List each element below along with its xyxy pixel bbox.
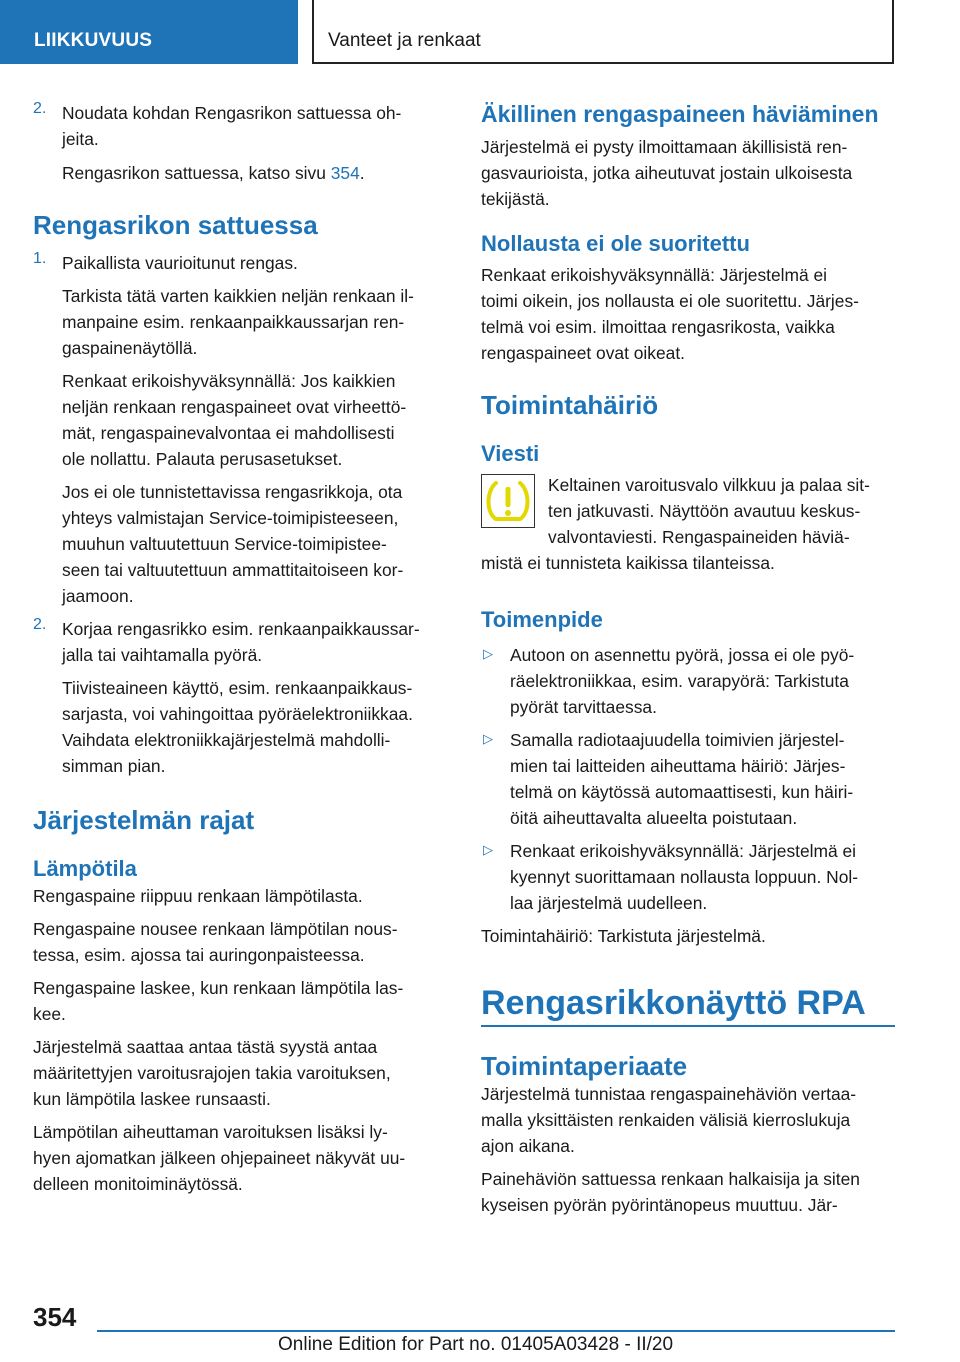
item-number: 2. [33, 616, 47, 633]
heading-toimenpide: Toimenpide [481, 607, 603, 632]
section-title: LIIKKUVUUS [34, 30, 153, 51]
heading-lampotila: Lämpötila [33, 856, 137, 881]
edition-note: Online Edition for Part no. 01405A03428 - II/20 [278, 1334, 674, 1355]
page-link[interactable]: 354 [330, 163, 360, 183]
heading-akillinen: Äkillinen rengaspaineen häviäminen [481, 101, 879, 127]
list-item: ▷ Autoon on asennettu pyörä, jossa ei ole pyö- räelektroniikkaa, esim. varapyörä: Tarkistuta pyörät tarvittaessa. [483, 645, 855, 717]
footer-divider [97, 1330, 895, 1332]
chapter-title: Vanteet ja renkaat [328, 30, 481, 51]
heading-viesti: Viesti [481, 441, 540, 466]
bullet-triangle-icon: ▷ [483, 731, 493, 746]
heading-toimintaperiaate: Toimintaperiaate [481, 1051, 688, 1081]
text-line: Noudata kohdan Rengasrikon sattuessa oh- [62, 103, 402, 123]
page-number: 354 [33, 1302, 77, 1332]
page-header [0, 0, 960, 66]
bullet-triangle-icon: ▷ [483, 842, 493, 857]
heading-toimintahairio: Toimintahäiriö [481, 390, 659, 420]
item-number: 2. [33, 100, 47, 117]
heading-jarjestelman-rajat: Järjestelmän rajat [33, 805, 255, 835]
bullet-triangle-icon: ▷ [483, 646, 493, 661]
list-item: 1. Paikallista vaurioitunut rengas. Tarkista tätä varten kaikkien neljän renkaan il- manpaine esim. renkaanpaikkaussarjan ren- gaspainenäytöllä. Renkaat erikoishyväksynnällä: Jos kaikkien neljän renkaan rengaspaineet ovat virheettö- mät, rengaspainevalvontaa ei mahdollisesti ole nollattu. Palauta perusasetukset. Jos ei ole tunnistettavissa rengasrikkoja, ota yhteys valmistajan Service-toimipisteeseen, muuhun valtuutettuun Service-toimipistee- seen tai valtuutettuun ammattitaitoiseen kor- jaamoon. [33, 250, 414, 606]
text-line: jeita. [62, 129, 99, 149]
item-number: 1. [33, 250, 47, 267]
list-item [33, 100, 447, 186]
chapter-tab [312, 0, 894, 64]
list-item: ▷ Samalla radiotaajuudella toimivien järjestel- mien tai laitteiden aiheuttama häiriö: Järjes- telmä on käytössä automaattisesti, kun häiri- öitä aiheuttavalta alueelta poistutaan. [483, 730, 854, 828]
cross-reference: Rengasrikon sattuessa, katso sivu 354. [62, 163, 365, 183]
message-block: Keltainen varoitusvalo vilkkuu ja palaa sit- ten jatkuvasti. Näyttöön avautuu keskus- valvontaviesti. Rengaspaineiden häviä- mistä ei tunnisteta kaikissa tilanteissa. [481, 475, 870, 573]
heading-rengasrikon-sattuessa: Rengasrikon sattuessa [33, 210, 318, 240]
list-item: ▷ Renkaat erikoishyväksynnällä: Järjestelmä ei kyennyt suorittamaan nollausta loppuun. Nol- laa järjestelmä uudelleen. [483, 841, 859, 913]
tire-pressure-warning-icon [481, 474, 535, 528]
section-tab [0, 0, 298, 64]
left-column: 2. Noudata kohdan Rengasrikon sattuessa oh- jeita. Rengasrikon sattuessa, katso sivu 354. Rengasrikon sattuessa 1. Paikallista vaurioitunut rengas. Tarkista tätä varten kaikkien neljän renkaan il- manpaine esim. renkaanpaikkaussarjan ren- gaspainenäytöllä. Renkaat erikoishyväksynnällä: Jos kaikkien neljän renkaan rengaspaineet ovat virheettö- mät, rengaspainevalvontaa ei mahdollisesti ole nollattu. Palauta perusasetukset. Jos ei ole tunnistettavissa rengasrikkoja, ota yhteys valmistajan Service-toimipisteeseen, muuhun valtuutettuun Service-toimipistee- seen tai valtuutettuun ammattitaitoiseen kor- jaamoon. 2. Korjaa rengasrikko esim. renkaanpaikkaussar- jalla tai vaihtamalla pyörä. Tiivisteaineen käyttö, esim. renkaanpaikkaus- sarjasta, voi vahingoittaa pyöräelektroniikkaa. Vaihdata elektroniikkajärjestelmä mahdolli- simman pian. Järjestelmän rajat Lämpötila Rengaspaine riippuu renkaan lämpötilasta. Rengaspaine nousee renkaan lämpötilan nous- tessa, esim. ajossa tai auringonpaisteessa. Rengaspaine laskee, kun renkaan lämpötila las- kee. Järjestelmä saattaa antaa tästä syystä antaa määritettyjen varoitusrajojen takia varoituksen, kun lämpötila laskee runsaasti. Lämpötilan aiheuttaman varoituksen lisäksi ly- hyen ajomatkan jälkeen ohjepaineet näkyvät uu- delleen monitoiminäytössä. [33, 100, 447, 1197]
list-item: 2. Korjaa rengasrikko esim. renkaanpaikkaussar- jalla tai vaihtamalla pyörä. Tiivisteaineen käyttö, esim. renkaanpaikkaus- sarjasta, voi vahingoittaa pyöräelektroniikkaa. Vaihdata elektroniikkajärjestelmä mahdolli- simman pian. [33, 616, 420, 776]
heading-rengasrikkonaytto-rpa: Rengasrikkonäyttö RPA [481, 983, 895, 1027]
right-column: Äkillinen rengaspaineen häviäminen Järjestelmä ei pysty ilmoittamaan äkillisistä ren- gasvaurioista, jotka aiheutuvat jostain ulkoisesta tekijästä. Nollausta ei ole suoritettu Renkaat erikoishyväksynnällä: Järjestelmä ei toimi oikein, jos nollausta ei ole suoritettu. Järjes- telmä voi esim. ilmoittaa rengasrikosta, vaikka rengaspaineet ovat oikeat. Toimintahäiriö Viesti Keltainen varoitusvalo vilkkuu ja palaa sit- ten jatkuvasti. Näyttöön avautuu keskus- valvontaviesti. Rengaspaineiden häviä- mistä ei tunnisteta kaikissa tilanteissa. Toimenpide ▷ Autoon on asennettu pyörä, jossa ei ole pyö- räelektroniikkaa, esim. varapyörä: Tarkistuta pyörät tarvittaessa. ▷ Samalla radiotaajuudella toimivien järjestel- mien tai laitteiden aiheuttama häiriö: Järjes- telmä on käytössä automaattisesti, kun häiri- öitä aiheuttavalta alueelta poistutaan. ▷ Renkaat erikoishyväksynnällä: Järjestelmä ei kyennyt suorittamaan nollausta loppuun. Nol- laa järjestelmä uudelleen. Toimintahäiriö: Tarkistuta järjestelmä. Rengasrikkonäyttö RPA Toimintaperiaate Järjestelmä tunnistaa rengaspainehäviön vertaa- malla yksittäisten renkaiden välisiä kierroslukuja ajon aikana. Painehäviön sattuessa renkaan halkaisija ja siten kyseisen pyörän pyörintänopeus muuttuu. Jär- [481, 100, 895, 1218]
heading-nollausta: Nollausta ei ole suoritettu [481, 231, 750, 256]
